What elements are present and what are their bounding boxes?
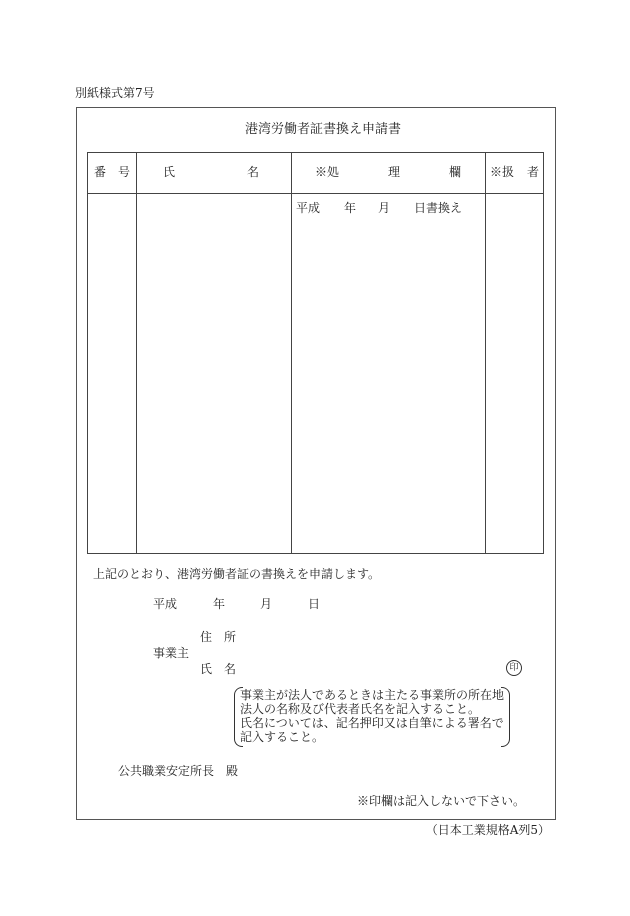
statement: 上記のとおり、港湾労働者証の書換えを申請します。 [93,567,381,581]
header-name-1: 氏 [163,165,176,179]
header-process-2: 理 [388,165,401,179]
header-handler-1: ※扱 [490,165,515,179]
note-line-3: 氏名については、記名押印又は自筆による署名で [240,716,504,730]
seal-notice: ※印欄は記入しないで下さい。 [356,794,525,808]
process-year: 年 [344,201,357,215]
process-month: 月 [378,201,391,215]
header-number-1: 番 [94,165,107,179]
form-title: 港湾労働者証書換え申請書 [245,122,402,137]
header-number-2: 号 [118,165,131,179]
process-day-renewal: 日書換え [414,201,463,215]
note-line-2: 法人の名称及び代表者氏名を記入すること。 [240,702,481,716]
date-day: 日 [308,597,321,611]
note-line-1: 事業主が法人であるときは主たる事業所の所在地 [240,688,505,702]
header-process-1: ※処 [315,165,340,179]
name-label-1: 氏 [200,662,213,676]
date-year: 年 [213,597,226,611]
process-era: 平成 [296,201,321,215]
addressee: 公共職業安定所長 殿 [118,764,239,778]
employer-label: 事業主 [153,646,190,660]
header-name-2: 名 [247,165,260,179]
form-number: 別紙様式第7号 [75,86,155,100]
header-handler-2: 者 [527,165,540,179]
seal-mark: 印 [506,660,522,676]
address-label-2: 所 [224,630,237,644]
name-label-2: 名 [224,662,237,676]
instruction-note [234,687,510,747]
address-label-1: 住 [200,630,213,644]
header-process-3: 欄 [449,165,462,179]
date-month: 月 [260,597,273,611]
note-line-4: 記入すること。 [240,730,325,744]
date-era: 平成 [153,597,178,611]
paper-size: （日本工業規格A列5） [425,823,550,837]
